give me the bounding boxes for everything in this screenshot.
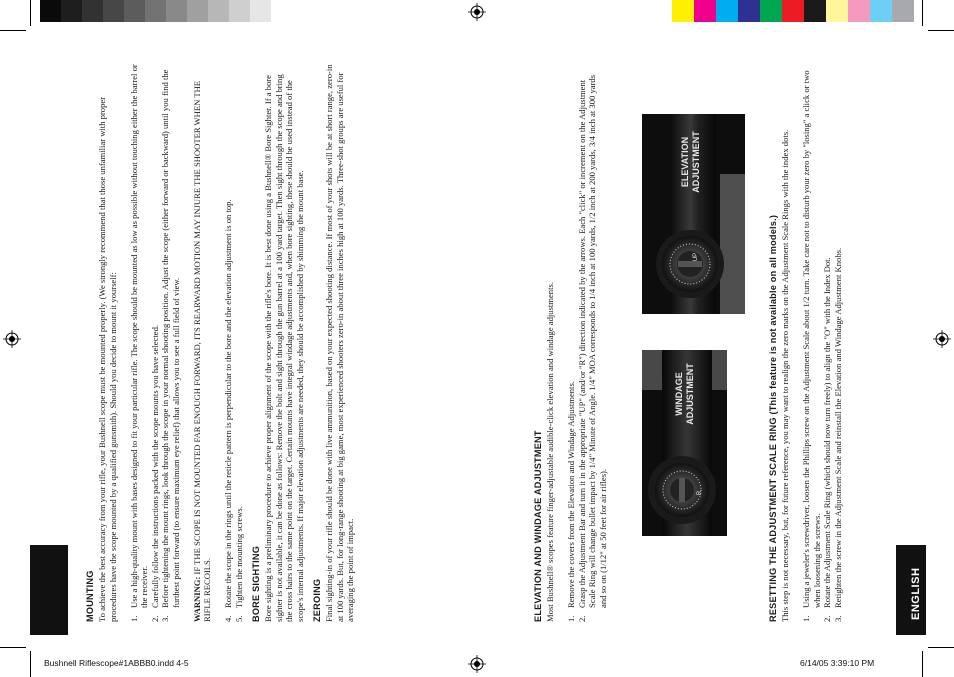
list-item: 2. Carefully follow the instructions packed with the scope mounts you have selected. — [149, 324, 160, 622]
grey-swatch — [40, 0, 61, 22]
resetting-intro: This step is not necessary, but, for future reference, you may want to realign the zero marks on the Adjustment Scale Rings with the index dots. — [780, 129, 790, 622]
mounting-steps — [129, 62, 182, 622]
text-column-left — [85, 62, 356, 622]
zeroing-text: Final sighting-in of your rifle should be done with live ammunition, based on your expected shooting distance. If most of your shots will be at short range, zero-in at 100 yards. But, for long-range shooting at big game, most experienced shooters zero-in about three inches high at 100 yards. Three-shot groups are useful for averaging the point of impact. — [324, 64, 355, 622]
mounting-steps-continued — [223, 62, 244, 622]
list-item: 4. Rotate the scope in the rings until the reticle pattern is perpendicular to the bore and the elevation adjustment is on top. — [223, 199, 233, 622]
crop-mark-bottom-left — [0, 647, 26, 648]
list-item: 3. Retighten the screw in the Adjustment Scale and reinstall the Elevation and Windage Adjustment Knobs. — [832, 247, 843, 622]
elevation-steps — [566, 62, 608, 622]
grey-swatch — [187, 0, 208, 22]
footer-filename: Bushnell Riflescope#1ABBB0.indd 4-5 — [44, 658, 189, 668]
list-item: 3. Before tightening the mount rings, look through the scope in your normal shooting position. Adjust the scope (either forward or backward) until you find the furthest point forward (to ensure maximum eye relief) that allows you to see a full field of view. — [160, 69, 181, 622]
language-tab-label: ENGLISH — [910, 567, 922, 620]
grey-swatch — [229, 0, 250, 22]
color-swatch — [826, 0, 848, 22]
grey-swatch — [103, 0, 124, 22]
color-swatch — [782, 0, 804, 22]
text-column-right — [768, 62, 843, 622]
warning-label: WARNING: — [191, 576, 202, 622]
crop-mark-top-left — [0, 30, 26, 31]
grey-swatch — [166, 0, 187, 22]
windage-adjustment-label: WINDAGE ADJUSTMENT — [674, 363, 695, 425]
list-item: 2. Rotate the Adjustment Scale Ring (which should now turn freely) to align the "O" with the Index Dot. — [822, 257, 832, 622]
list-item: 5. Tighten the mounting screws. — [233, 506, 244, 622]
text-column-middle — [533, 62, 608, 622]
color-swatch — [672, 0, 694, 22]
grey-swatch — [61, 0, 82, 22]
elevation-windage-intro: Most Bushnell® scopes feature finger-adjustable audible-click elevation and windage adjustments. — [545, 282, 555, 622]
bore-sighting-heading: BORE SIGHTING — [251, 545, 261, 622]
color-calibration-bar — [672, 0, 914, 22]
crop-mark-bottom-right — [928, 647, 954, 648]
grey-swatch — [208, 0, 229, 22]
registration-mark-left-icon — [3, 330, 21, 348]
list-item: 1. Using a jeweler's screwdriver, loosen the Phillips screw on the Adjustment Scale about 1/2 turn. Take care not to disturb your zero by "losing" a click or two when loosening the screws. — [801, 70, 822, 622]
up-mark-label: UP — [693, 252, 700, 262]
list-item: 2. Grasp the Adjustment Bar and turn it in the appropriate "UP" (and/or "R") direction indicated by the arrows. Each "click" or increment on the Adjustment Scale Ring will change bullet impact by 1/4" Minute of Angle. 1/4" MOA corresponds to 1/4 inch at 100 yards, 1/2 inch at 200 yards, 3/4 inch at 300 yards and so on (1/12" at 50 feet for air rifles). — [576, 74, 608, 622]
color-swatch — [694, 0, 716, 22]
color-swatch — [804, 0, 826, 22]
grey-swatch — [82, 0, 103, 22]
left-page-tab — [30, 545, 68, 635]
resetting-steps — [801, 62, 843, 622]
mounting-intro: To achieve the best accuracy from your rifle, your Bushnell scope must be mounted properly. (We strongly recommend that those unfamiliar with proper procedures have the scope mounted by a qualified gunsmith). Should you decide to mount it yourself: — [97, 96, 118, 622]
grey-swatch — [250, 0, 271, 22]
resetting-heading: RESETTING THE ADJUSTMENT SCALE RING (This feature is not available on all models.) — [768, 214, 778, 622]
mounting-warning — [192, 62, 213, 622]
crop-mark-bottom-left-v — [30, 651, 31, 677]
color-swatch — [738, 0, 760, 22]
crop-mark-top-left-v — [30, 0, 31, 26]
grey-swatch — [145, 0, 166, 22]
elevation-adjustment-label: ELEVATION ADJUSTMENT — [680, 131, 701, 193]
list-item: 1. Use a high-quality mount with bases designed to fit your particular rifle. The scope should be mounted as low as possible without touching either the barrel or the receiver. — [128, 64, 149, 622]
grayscale-calibration-bar — [40, 0, 271, 22]
warning-text: IF THE SCOPE IS NOT MOUNTED FAR ENOUGH FORWARD, ITS REARWARD MOTION MAY INJURE THE SHOOTER WHEN THE RIFLE RECOILS. — [191, 80, 212, 622]
elevation-windage-heading: ELEVATION AND WINDAGE ADJUSTMENT — [533, 430, 543, 622]
r-mark-label: R — [697, 490, 704, 496]
crop-mark-top-right — [928, 30, 954, 31]
color-swatch — [870, 0, 892, 22]
zeroing-heading: ZEROING — [312, 578, 322, 622]
color-swatch — [892, 0, 914, 22]
registration-mark-top-icon — [468, 3, 486, 21]
list-item: 1. Remove the covers from the Elevation and Windage Adjustments. — [566, 381, 576, 622]
color-swatch — [716, 0, 738, 22]
grey-swatch — [124, 0, 145, 22]
mounting-heading: MOUNTING — [85, 570, 95, 622]
crop-mark-bottom-right-v — [922, 651, 923, 677]
registration-mark-bottom-icon — [468, 655, 486, 673]
color-swatch — [760, 0, 782, 22]
elevation-adjustment-photo — [642, 114, 745, 314]
registration-mark-right-icon — [933, 330, 951, 348]
windage-adjustment-photo — [642, 350, 727, 536]
color-swatch — [848, 0, 870, 22]
footer-timestamp: 6/14/05 3:39:10 PM — [800, 658, 875, 668]
crop-mark-top-right-v — [922, 0, 923, 26]
bore-sighting-text: Bore sighting is a preliminary procedure to achieve proper alignment of the scope with the rifle's bore. It is best done using a Bushnell® Bore Sighter. If a bore sighter is not available, it can be done as follows: Remove the bolt and sight through the gun barrel at a 100 yard target. Then sight through the scope and bring the cross hairs to the same point on the target. Certain mounts have integral windage adjustments and, when bore sighting, these should be used instead of the scope's internal adjustments. If major elevation adjustments are needed, they should be accomplished by shimming the mount base. — [263, 74, 305, 622]
